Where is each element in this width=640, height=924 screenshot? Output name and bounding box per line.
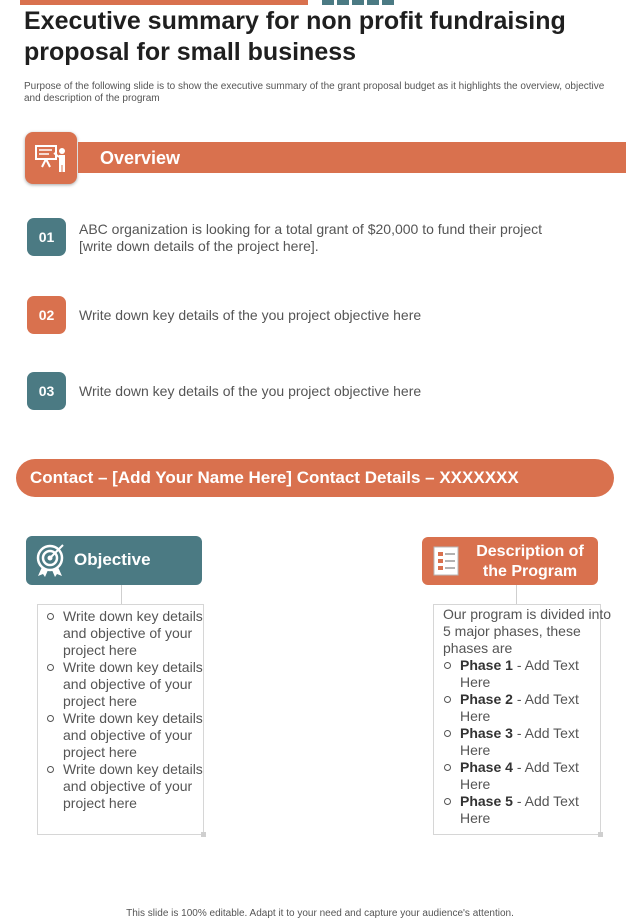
connector-line <box>516 585 517 604</box>
phase-list <box>443 657 608 827</box>
document-list-icon <box>430 545 462 577</box>
phase-text: - Add Text Here <box>460 793 579 826</box>
list-item <box>443 657 608 691</box>
objective-heading: Objective <box>74 550 151 569</box>
description-header <box>422 537 598 585</box>
phase-text: - Add Text Here <box>460 657 579 690</box>
overview-heading: Overview <box>100 148 181 168</box>
phase-label: Phase 5 <box>460 793 513 809</box>
objective-header <box>26 536 202 585</box>
page-title: Executive summary for non profit fundraising proposal for small business <box>24 7 566 66</box>
overview-point-text: Write down key details of the you project objective here <box>79 383 422 399</box>
list-item <box>443 691 608 725</box>
phase-label: Phase 3 <box>460 725 513 741</box>
connector-line <box>121 585 122 604</box>
list-item: Write down key details and objective of your project here <box>46 761 216 812</box>
top-accent-square <box>352 0 364 5</box>
point-number-badge: 02 <box>27 296 66 334</box>
page-subtitle: Purpose of the following slide is to show the executive summary of the grant proposal budget as it highlights the overview, objective and description of the program <box>24 81 605 104</box>
list-item <box>443 725 608 759</box>
phase-label: Phase 2 <box>460 691 513 707</box>
top-accent-square <box>367 0 379 5</box>
list-item <box>443 793 608 827</box>
point-number-badge: 01 <box>27 218 66 256</box>
top-accent-square <box>322 0 334 5</box>
overview-header-bar <box>78 142 626 173</box>
phase-label: Phase 4 <box>460 759 513 775</box>
overview-point-text: ABC organization is looking for a total grant of $20,000 to fund their project [write down details of the project here]. <box>79 221 543 254</box>
top-accent-square <box>382 0 394 5</box>
footer-note: This slide is 100% editable. Adapt it to your need and capture your audience's attention. <box>126 908 514 919</box>
top-accent-bar <box>20 0 308 5</box>
list-item <box>443 759 608 793</box>
list-item: Write down key details and objective of your project here <box>46 710 216 761</box>
phase-text: - Add Text Here <box>460 725 579 758</box>
overview-point-text: Write down key details of the you project objective here <box>79 307 422 323</box>
point-number-badge: 03 <box>27 372 66 410</box>
contact-banner: Contact – [Add Your Name Here] Contact Details – XXXXXXX <box>16 459 614 497</box>
list-item: Write down key details and objective of your project here <box>46 608 216 659</box>
top-accent-square <box>337 0 349 5</box>
target-award-icon <box>33 542 69 578</box>
presenter-board-icon <box>25 132 77 184</box>
list-item: Write down key details and objective of your project here <box>46 659 216 710</box>
phase-label: Phase 1 <box>460 657 513 673</box>
phase-text: - Add Text Here <box>460 759 579 792</box>
phase-text: - Add Text Here <box>460 691 579 724</box>
objective-list <box>46 608 216 812</box>
description-intro: Our program is divided into 5 major phases, these phases are <box>443 606 612 656</box>
description-heading: Description of the Program <box>476 543 584 580</box>
